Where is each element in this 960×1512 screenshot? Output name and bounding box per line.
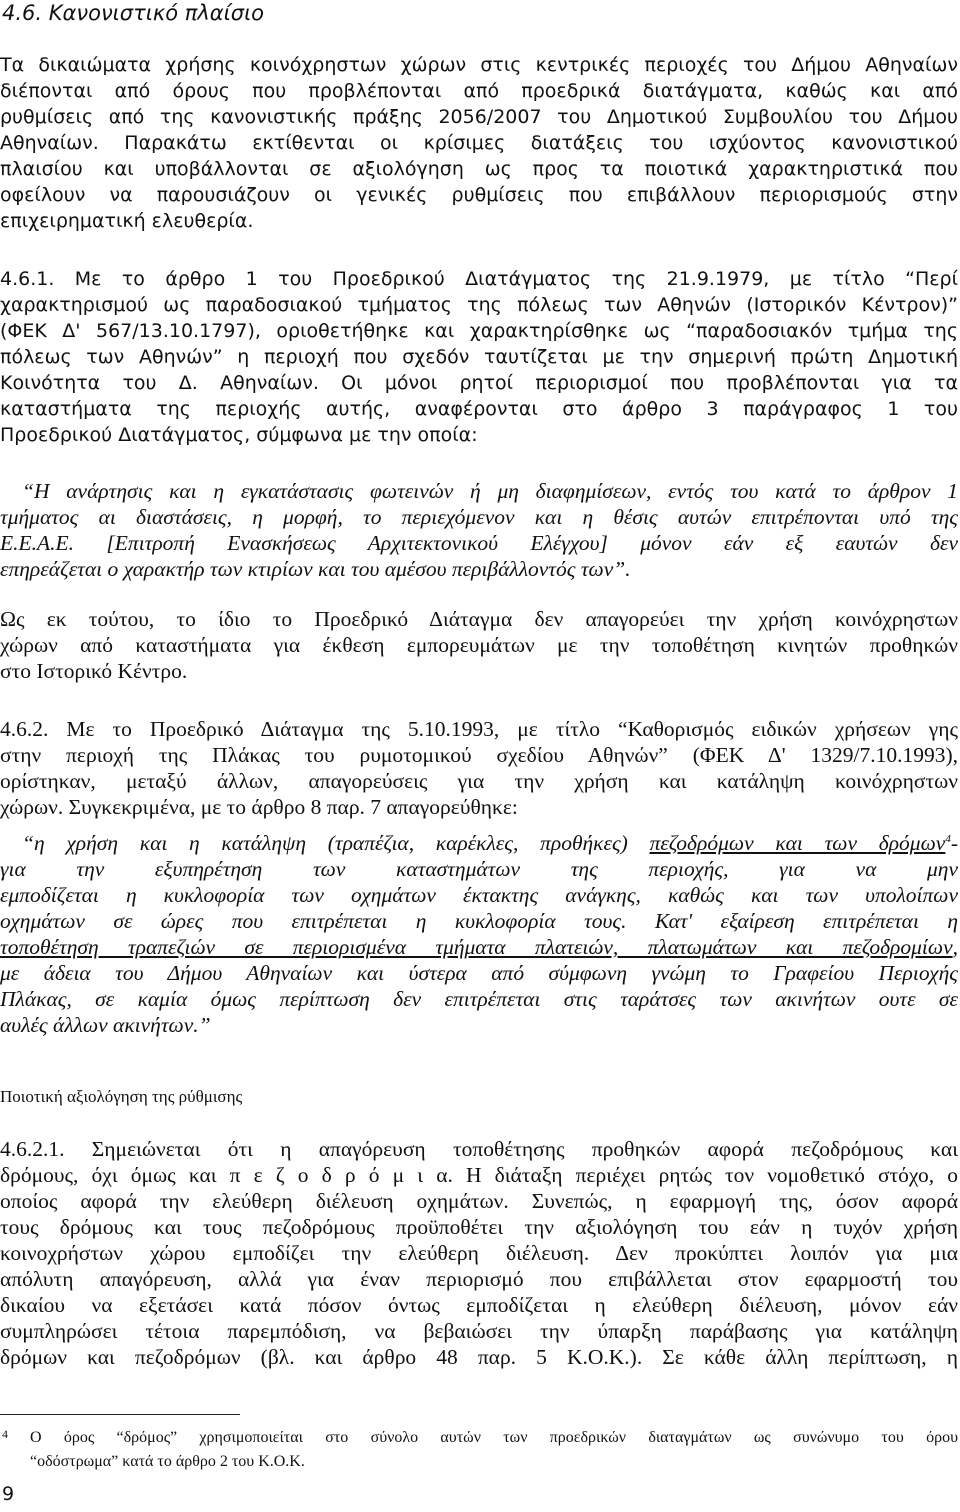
quote-article-8: [0, 830, 958, 1038]
paragraph-line: οφείλουν να παρουσιάζουν οι γενικές ρυθμίσεις που επιβάλλουν περιορισμούς στην: [0, 184, 958, 206]
footnote-reference: 4: [945, 832, 951, 845]
paragraph-line: πλαισίου και υποβάλλονται σε αξιολόγηση ως προς τα ποιοτικά χαρακτηριστικά που: [0, 158, 958, 180]
paragraph-line: 4.6.2. Με το Προεδρικό Διάταγμα της 5.10.1993, με τίτλο “Καθορισμός ειδικών χρήσεων γης: [0, 717, 958, 741]
quote-line: Πλάκας, σε καμία όμως περίπτωση δεν επιτρέπεται στις ταράτσες των ακινήτων ουτε σε: [0, 987, 958, 1011]
paragraph-line: Αθηναίων. Παρακάτω εκτίθενται οι κρίσιμες διατάξεις του ισχύοντος κανονιστικού: [0, 132, 958, 154]
paragraph-line: δρόμους, όχι όμως και π ε ζ ο δ ρ ό μ ι α. Η διάταξη περιέχει ρητώς τον νομοθετικό στόχο, ο: [0, 1163, 958, 1187]
paragraph-line: 4.6.1. Με το άρθρο 1 του Προεδρικού Διατάγματος της 21.9.1979, με τίτλο “Περί: [0, 268, 958, 290]
quote-line: με άδεια του Δήμου Αθηναίων και ύστερα από σύμφωνη γνώμη το Γραφείου Περιοχής: [0, 961, 958, 985]
paragraph-line: χώρων. Συγκεκριμένα, με το άρθρο 8 παρ. 7 απαγορεύθηκε:: [0, 795, 518, 819]
paragraph-line: διέπονται από όρους που προβλέπονται από προεδρικά διατάγματα, καθώς και από: [0, 80, 958, 102]
quote-article-3: [0, 478, 958, 582]
paragraph-line: στην περιοχή της Πλάκας του ρυμοτομικού σχεδίου Αθηνών” (ΦΕΚ Δ' 1329/7.10.1993),: [0, 743, 958, 767]
paragraph-line: καταστήματα της περιοχής αυτής, αναφέρονται στο άρθρο 3 παράγραφος 1 του: [0, 398, 958, 420]
paragraph-line: Κοινότητα του Δ. Αθηναίων. Οι μόνοι ρητοί περιορισμοί που προβλέπονται για τα: [0, 372, 958, 394]
section-heading: 4.6. Κανονιστικό πλαίσιο: [2, 1, 265, 25]
paragraph-line: 4.6.2.1. Σημειώνεται ότι η απαγόρευση τοποθέτησης προθηκών αφορά πεζοδρόμους και: [0, 1137, 958, 1161]
quote-text: “η χρήση και η κατάληψη (τραπέζια, καρέκλες, προθήκες): [22, 831, 650, 855]
subheading: Ποιοτική αξιολόγηση της ρύθμισης: [0, 1087, 243, 1106]
paragraph-line: δικαίου να εξετάσει κατά πόσον όντως εμποδίζεται η ελεύθερη διέλευση, μόνον εάν: [0, 1293, 958, 1317]
section-4-6-2-paragraph: [0, 716, 958, 820]
quote-line: [0, 830, 958, 856]
paragraph-line: οποίος αφορά την ελεύθερη διέλευση οχημάτων. Συνεπώς, η εφαρμογή της, όσον αφορά: [0, 1189, 958, 1213]
paragraph-line: κοινοχρήστων χώρου εμποδίζει την ελεύθερη διέλευση. Δεν προκύπτει λοιπόν για μια: [0, 1241, 958, 1265]
quote-line: [0, 934, 958, 960]
paragraph-line: χαρακτηρισμού ως παραδοσιακού τμήματος της πόλεως των Αθηνών (Ιστορικόν Κέντρον)”: [0, 294, 958, 316]
section-4-6-2-1-paragraph: [0, 1136, 958, 1370]
paragraph-line: επιχειρηματική ελευθερία.: [0, 210, 254, 232]
intro-paragraph: [0, 52, 958, 234]
quote-line: αυλές άλλων ακινήτων.”: [0, 1013, 211, 1037]
paragraph-line: δρόμων και πεζοδρόμων (βλ. και άρθρο 48 παρ. 5 Κ.Ο.Κ.). Σε κάθε άλλη περίπτωση, η: [0, 1345, 958, 1369]
quote-line: οχημάτων σε ώρες που επιτρέπεται η κυκλοφορία τους. Κατ' εξαίρεση επιτρέπεται η: [0, 909, 958, 933]
paragraph-line: ρυθμίσεις από της κανονιστικής πράξης 2056/2007 του Δημοτικού Συμβουλίου του Δήμου: [0, 106, 958, 128]
paragraph-line: χώρων από καταστήματα για έκθεση εμπορευμάτων με την τοποθέτηση κινητών προθηκών: [0, 633, 958, 657]
paragraph-line: Προεδρικού Διατάγματος, σύμφωνα με την οποία:: [0, 424, 478, 446]
underlined-text: τοποθέτηση τραπεζιών σε περιορισμένα τμήματα πλατειών, πλατωμάτων και πεζοδρομίων: [0, 935, 953, 959]
quote-line: τμήματος αι διαστάσεις, η μορφή, το περιεχόμενον και η θέσις αυτών επιτρέπονται υπό της: [0, 505, 958, 529]
footnote-line: “οδόστρωμα” κατά το άρθρο 2 του Κ.Ο.Κ.: [30, 1453, 305, 1470]
underlined-text: πεζοδρόμων και των δρόμων: [649, 831, 946, 855]
conclusion-paragraph: [0, 606, 958, 684]
paragraph-line: στο Ιστορικό Κέντρο.: [0, 659, 188, 683]
paragraph-line: Ως εκ τούτου, το ίδιο το Προεδρικό Διάταγμα δεν απαγορεύει την χρήση κοινόχρηστων: [0, 607, 958, 631]
quote-line: εμποδίζεται η κυκλοφορία των οχημάτων έκτακτης ανάγκης, καθώς και των υπολοίπων: [0, 883, 958, 907]
footnote-number: 4: [2, 1427, 8, 1441]
footnote-divider: [0, 1414, 240, 1415]
paragraph-line: απόλυτη απαγόρευση, αλλά για έναν περιορισμό που επιβάλλεται στον εφαρμοστή του: [0, 1267, 958, 1291]
section-4-6-1-paragraph: [0, 266, 958, 448]
footnote-line: Ο όρος “δρόμος” χρησιμοποιείται στο σύνολο αυτών των προεδρικών διαταγμάτων ως συνώνυμο του όρου: [30, 1429, 958, 1446]
quote-line: για την εξυπηρέτηση των καταστημάτων της περιοχής, για να μην: [0, 857, 958, 881]
footnote-text: [30, 1426, 958, 1474]
quote-line: “Η ανάρτησις και η εγκατάστασις φωτεινών ή μη διαφημίσεων, εντός του κατά το άρθρον 1: [22, 479, 958, 503]
paragraph-line: (ΦΕΚ Δ' 567/13.10.1797), οριοθετήθηκε και χαρακτηρίσθηκε ως “παραδοσιακόν τμήμα της: [0, 320, 958, 342]
page-number: 9: [2, 1483, 15, 1505]
quote-line: επηρεάζεται ο χαρακτήρ των κτιρίων και του αμέσου περιβάλλοντός των”.: [0, 557, 631, 581]
paragraph-line: ορίστηκαν, μεταξύ άλλων, απαγορεύσεις για την χρήση και κατάληψη κοινόχρηστων: [0, 769, 958, 793]
paragraph-line: πόλεως των Αθηνών” η περιοχή που σχεδόν ταυτίζεται με την σημερινή πρώτη Δημοτική: [0, 346, 958, 368]
quote-text: ,: [952, 935, 958, 959]
quote-line: Ε.Ε.Α.Ε. [Επιτροπή Ενασκήσεως Αρχιτεκτονικού Ελέγχου] μόνον εάν εξ εαυτών δεν: [0, 531, 958, 555]
footnote: [0, 1426, 958, 1474]
paragraph-line: συμπληρώσει τέτοια παρεμπόδιση, να βεβαιώσει την ύπαρξη παράβασης για κατάληψη: [0, 1319, 958, 1343]
paragraph-line: Τα δικαιώματα χρήσης κοινόχρηστων χώρων στις κεντρικές περιοχές του Δήμου Αθηναίων: [0, 54, 958, 76]
quote-text: -: [950, 831, 958, 855]
paragraph-line: τους δρόμους και τους πεζοδρόμους προϋποθέτει την αξιολόγηση του εάν η τυχόν χρήση: [0, 1215, 958, 1239]
